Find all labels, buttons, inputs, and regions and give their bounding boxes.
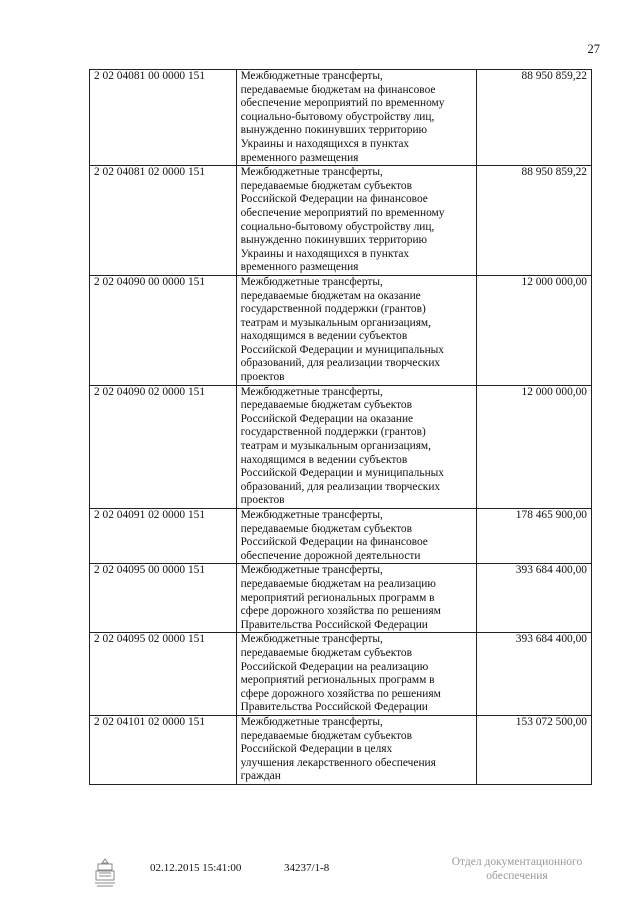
- description-line: вынужденно покинувших территорию: [240, 124, 428, 137]
- description-line: Российской Федерации на реализацию: [240, 660, 429, 673]
- page-number: 27: [587, 42, 600, 56]
- description-line: временного размещения: [240, 151, 359, 164]
- footer-department-line1: Отдел документационного: [451, 856, 583, 868]
- description-line: театрам и музыкальным организациям,: [240, 440, 431, 453]
- description-line: Российской Федерации и муниципальных: [240, 343, 445, 356]
- description-line: проектов: [240, 371, 285, 384]
- emblem-stamp-icon: [93, 857, 117, 889]
- budget-table: [89, 69, 592, 785]
- description-cell: [236, 564, 476, 633]
- description-line: социально-бытовому обустройству лиц,: [240, 110, 435, 123]
- budget-code-cell: 2 02 04091 02 0000 151: [90, 509, 237, 564]
- description-line: Межбюджетные трансферты,: [240, 275, 383, 288]
- description-line: находящимся в ведении субъектов: [240, 453, 408, 466]
- description-line: образований, для реализации творческих: [240, 480, 441, 493]
- description-line: находящимся в ведении субъектов: [240, 330, 408, 343]
- description-line: сфере дорожного хозяйства по решениям: [240, 605, 441, 618]
- budget-code-cell: 2 02 04101 02 0000 151: [90, 715, 237, 784]
- description-line: передаваемые бюджетам на оказание: [240, 289, 421, 302]
- description-line: Российской Федерации и муниципальных: [240, 467, 445, 480]
- amount-cell: 12 000 000,00: [476, 385, 591, 508]
- description-cell: [236, 166, 476, 276]
- description-line: граждан: [240, 770, 281, 783]
- description-line: передаваемые бюджетам субъектов: [240, 729, 413, 742]
- page-footer: [0, 857, 640, 897]
- description-line: Межбюджетные трансферты,: [240, 633, 383, 646]
- budget-code-cell: 2 02 04081 02 0000 151: [90, 166, 237, 276]
- footer-department-line2: обеспечения: [486, 870, 548, 882]
- amount-cell: 393 684 400,00: [476, 564, 591, 633]
- description-line: государственной поддержки (грантов): [240, 303, 426, 316]
- description-line: передаваемые бюджетам субъектов: [240, 646, 413, 659]
- description-line: проектов: [240, 494, 285, 507]
- description-cell: [236, 275, 476, 385]
- description-line: Правительства Российской Федерации: [240, 701, 428, 714]
- budget-code-cell: 2 02 04090 00 0000 151: [90, 275, 237, 385]
- description-cell: [236, 385, 476, 508]
- description-line: мероприятий региональных программ в: [240, 591, 435, 604]
- description-line: обеспечение мероприятий по временному: [240, 206, 445, 219]
- description-line: вынужденно покинувших территорию: [240, 234, 428, 247]
- description-line: Российской Федерации в целях: [240, 743, 393, 756]
- description-line: Правительства Российской Федерации: [240, 618, 428, 631]
- footer-datetime: 02.12.2015 15:41:00: [150, 862, 242, 874]
- description-line: государственной поддержки (грантов): [240, 426, 426, 439]
- budget-code-cell: 2 02 04095 00 0000 151: [90, 564, 237, 633]
- description-line: Межбюджетные трансферты,: [240, 509, 383, 521]
- description-cell: [236, 70, 476, 166]
- description-line: передаваемые бюджетам на реализацию: [240, 577, 436, 590]
- description-cell: [236, 715, 476, 784]
- description-line: Межбюджетные трансферты,: [240, 715, 383, 728]
- table-row: [90, 275, 592, 385]
- footer-reg-number: 34237/1-8: [284, 862, 330, 874]
- table-row: [90, 385, 592, 508]
- table-row: [90, 509, 592, 564]
- description-line: Украины и находящихся в пунктах: [240, 137, 410, 150]
- description-line: социально-бытовому обустройству лиц,: [240, 220, 435, 233]
- budget-code-cell: 2 02 04095 02 0000 151: [90, 633, 237, 716]
- description-line: передаваемые бюджетам на финансовое: [240, 83, 436, 96]
- amount-cell: 12 000 000,00: [476, 275, 591, 385]
- description-line: временного размещения: [240, 261, 359, 274]
- budget-table-body: [90, 70, 592, 785]
- description-line: Межбюджетные трансферты,: [240, 166, 383, 179]
- description-cell: [236, 509, 476, 564]
- table-row: [90, 564, 592, 633]
- description-line: театрам и музыкальным организациям,: [240, 316, 431, 329]
- table-row: [90, 70, 592, 166]
- budget-code-cell: 2 02 04090 02 0000 151: [90, 385, 237, 508]
- description-line: мероприятий региональных программ в: [240, 674, 435, 687]
- amount-cell: 88 950 859,22: [476, 166, 591, 276]
- description-cell: [236, 633, 476, 716]
- table-row: [90, 715, 592, 784]
- description-line: передаваемые бюджетам субъектов: [240, 522, 413, 535]
- footer-department: [442, 855, 592, 883]
- description-line: передаваемые бюджетам субъектов: [240, 399, 413, 412]
- description-line: Межбюджетные трансферты,: [240, 564, 383, 577]
- amount-cell: 153 072 500,00: [476, 715, 591, 784]
- description-line: обеспечение мероприятий по временному: [240, 97, 445, 110]
- description-line: Российской Федерации на оказание: [240, 412, 414, 425]
- description-line: Межбюджетные трансферты,: [240, 70, 383, 82]
- table-row: [90, 166, 592, 276]
- amount-cell: 178 465 900,00: [476, 509, 591, 564]
- description-line: Межбюджетные трансферты,: [240, 385, 383, 398]
- description-line: образований, для реализации творческих: [240, 357, 441, 370]
- amount-cell: 88 950 859,22: [476, 70, 591, 166]
- table-row: [90, 633, 592, 716]
- budget-code-cell: 2 02 04081 00 0000 151: [90, 70, 237, 166]
- description-line: улучшения лекарственного обеспечения: [240, 756, 436, 769]
- description-line: Украины и находящихся в пунктах: [240, 247, 410, 260]
- description-line: Российской Федерации на финансовое: [240, 536, 428, 549]
- description-line: передаваемые бюджетам субъектов: [240, 179, 413, 192]
- description-line: обеспечение дорожной деятельности: [240, 549, 421, 562]
- description-line: сфере дорожного хозяйства по решениям: [240, 687, 441, 700]
- description-line: Российской Федерации на финансовое: [240, 193, 428, 206]
- amount-cell: 393 684 400,00: [476, 633, 591, 716]
